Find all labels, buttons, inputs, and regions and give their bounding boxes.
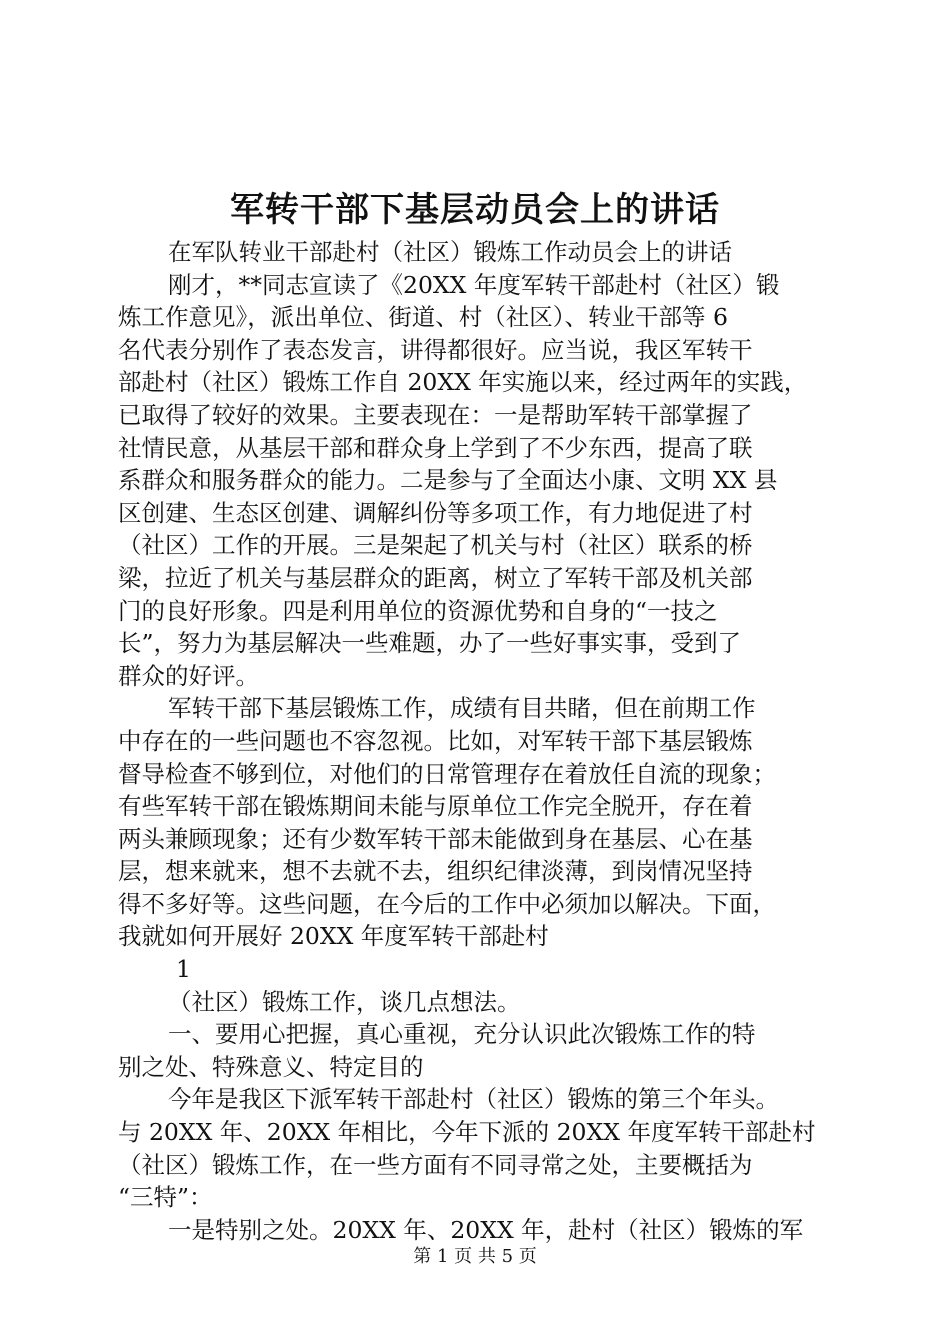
- text-line: 系群众和服务群众的能力。二是参与了全面达小康、文明 XX 县: [118, 466, 778, 495]
- text-line: （社区）工作的开展。三是架起了机关与村（社区）联系的桥: [118, 531, 753, 560]
- text-line: 炼工作意见》，派出单位、街道、村（社区）、转业干部等 6: [118, 303, 728, 332]
- text-line: 督导检查不够到位，对他们的日常管理存在着放任自流的现象；: [118, 759, 776, 788]
- text-line: 中存在的一些问题也不容忽视。比如，对军转干部下基层锻炼: [118, 726, 753, 755]
- text-line: 得不多好等。这些问题，在今后的工作中必须加以解决。下面，: [118, 889, 776, 918]
- text-line: 社情民意，从基层干部和群众身上学到了不少东西，提高了联: [118, 433, 753, 462]
- inline-page-number: 1: [176, 955, 191, 984]
- text-line: 门的良好形象。四是利用单位的资源优势和自身的“一技之: [118, 596, 718, 625]
- text-line: 在军队转业干部赴村（社区）锻炼工作动员会上的讲话: [168, 238, 732, 266]
- text-line: 刚才，**同志宣读了《20XX 年度军转干部赴村（社区）锻: [168, 270, 780, 299]
- text-line: 军转干部下基层锻炼工作，成绩有目共睹，但在前期工作: [168, 694, 756, 723]
- text-line: （社区）锻炼工作，谈几点想法。: [168, 987, 521, 1016]
- page-footer: 第 1 页 共 5 页: [413, 1246, 537, 1267]
- text-line: 我就如何开展好 20XX 年度军转干部赴村: [118, 922, 549, 951]
- text-line: 区创建、生态区创建、调解纠份等多项工作，有力地促进了村: [118, 498, 753, 527]
- text-line: 部赴村（社区）锻炼工作自 20XX 年实施以来，经过两年的实践，: [118, 368, 808, 397]
- text-line: 一、要用心把握，真心重视，充分认识此次锻炼工作的特: [168, 1020, 756, 1049]
- text-line: 已取得了较好的效果。主要表现在：一是帮助军转干部掌握了: [118, 400, 753, 429]
- text-line: 名代表分别作了表态发言，讲得都很好。应当说，我区军转干: [118, 335, 753, 364]
- text-line: 层，想来就来，想不去就不去，组织纪律淡薄，到岗情况坚持: [118, 857, 753, 886]
- document-body: [118, 236, 838, 1246]
- text-line: 一是特别之处。20XX 年、20XX 年，赴村（社区）锻炼的军: [168, 1215, 804, 1244]
- text-line: 梁，拉近了机关与基层群众的距离，树立了军转干部及机关部: [118, 563, 753, 592]
- text-line: 今年是我区下派军转干部赴村（社区）锻炼的第三个年头。: [168, 1085, 779, 1114]
- text-line: 别之处、特殊意义、特定目的: [118, 1052, 424, 1081]
- page-title: 军转干部下基层动员会上的讲话: [230, 190, 720, 230]
- text-line: 两头兼顾现象；还有少数军转干部未能做到身在基层、心在基: [118, 824, 753, 853]
- text-line: （社区）锻炼工作，在一些方面有不同寻常之处，主要概括为: [118, 1150, 753, 1179]
- text-line: 长”，努力为基层解决一些难题，办了一些好事实事，受到了: [118, 629, 742, 658]
- text-line: 有些军转干部在锻炼期间未能与原单位工作完全脱开，存在着: [118, 792, 753, 821]
- text-line: 群众的好评。: [118, 661, 259, 690]
- text-line: 与 20XX 年、20XX 年相比，今年下派的 20XX 年度军转干部赴村: [118, 1118, 816, 1147]
- text-line: “三特”：: [118, 1183, 213, 1212]
